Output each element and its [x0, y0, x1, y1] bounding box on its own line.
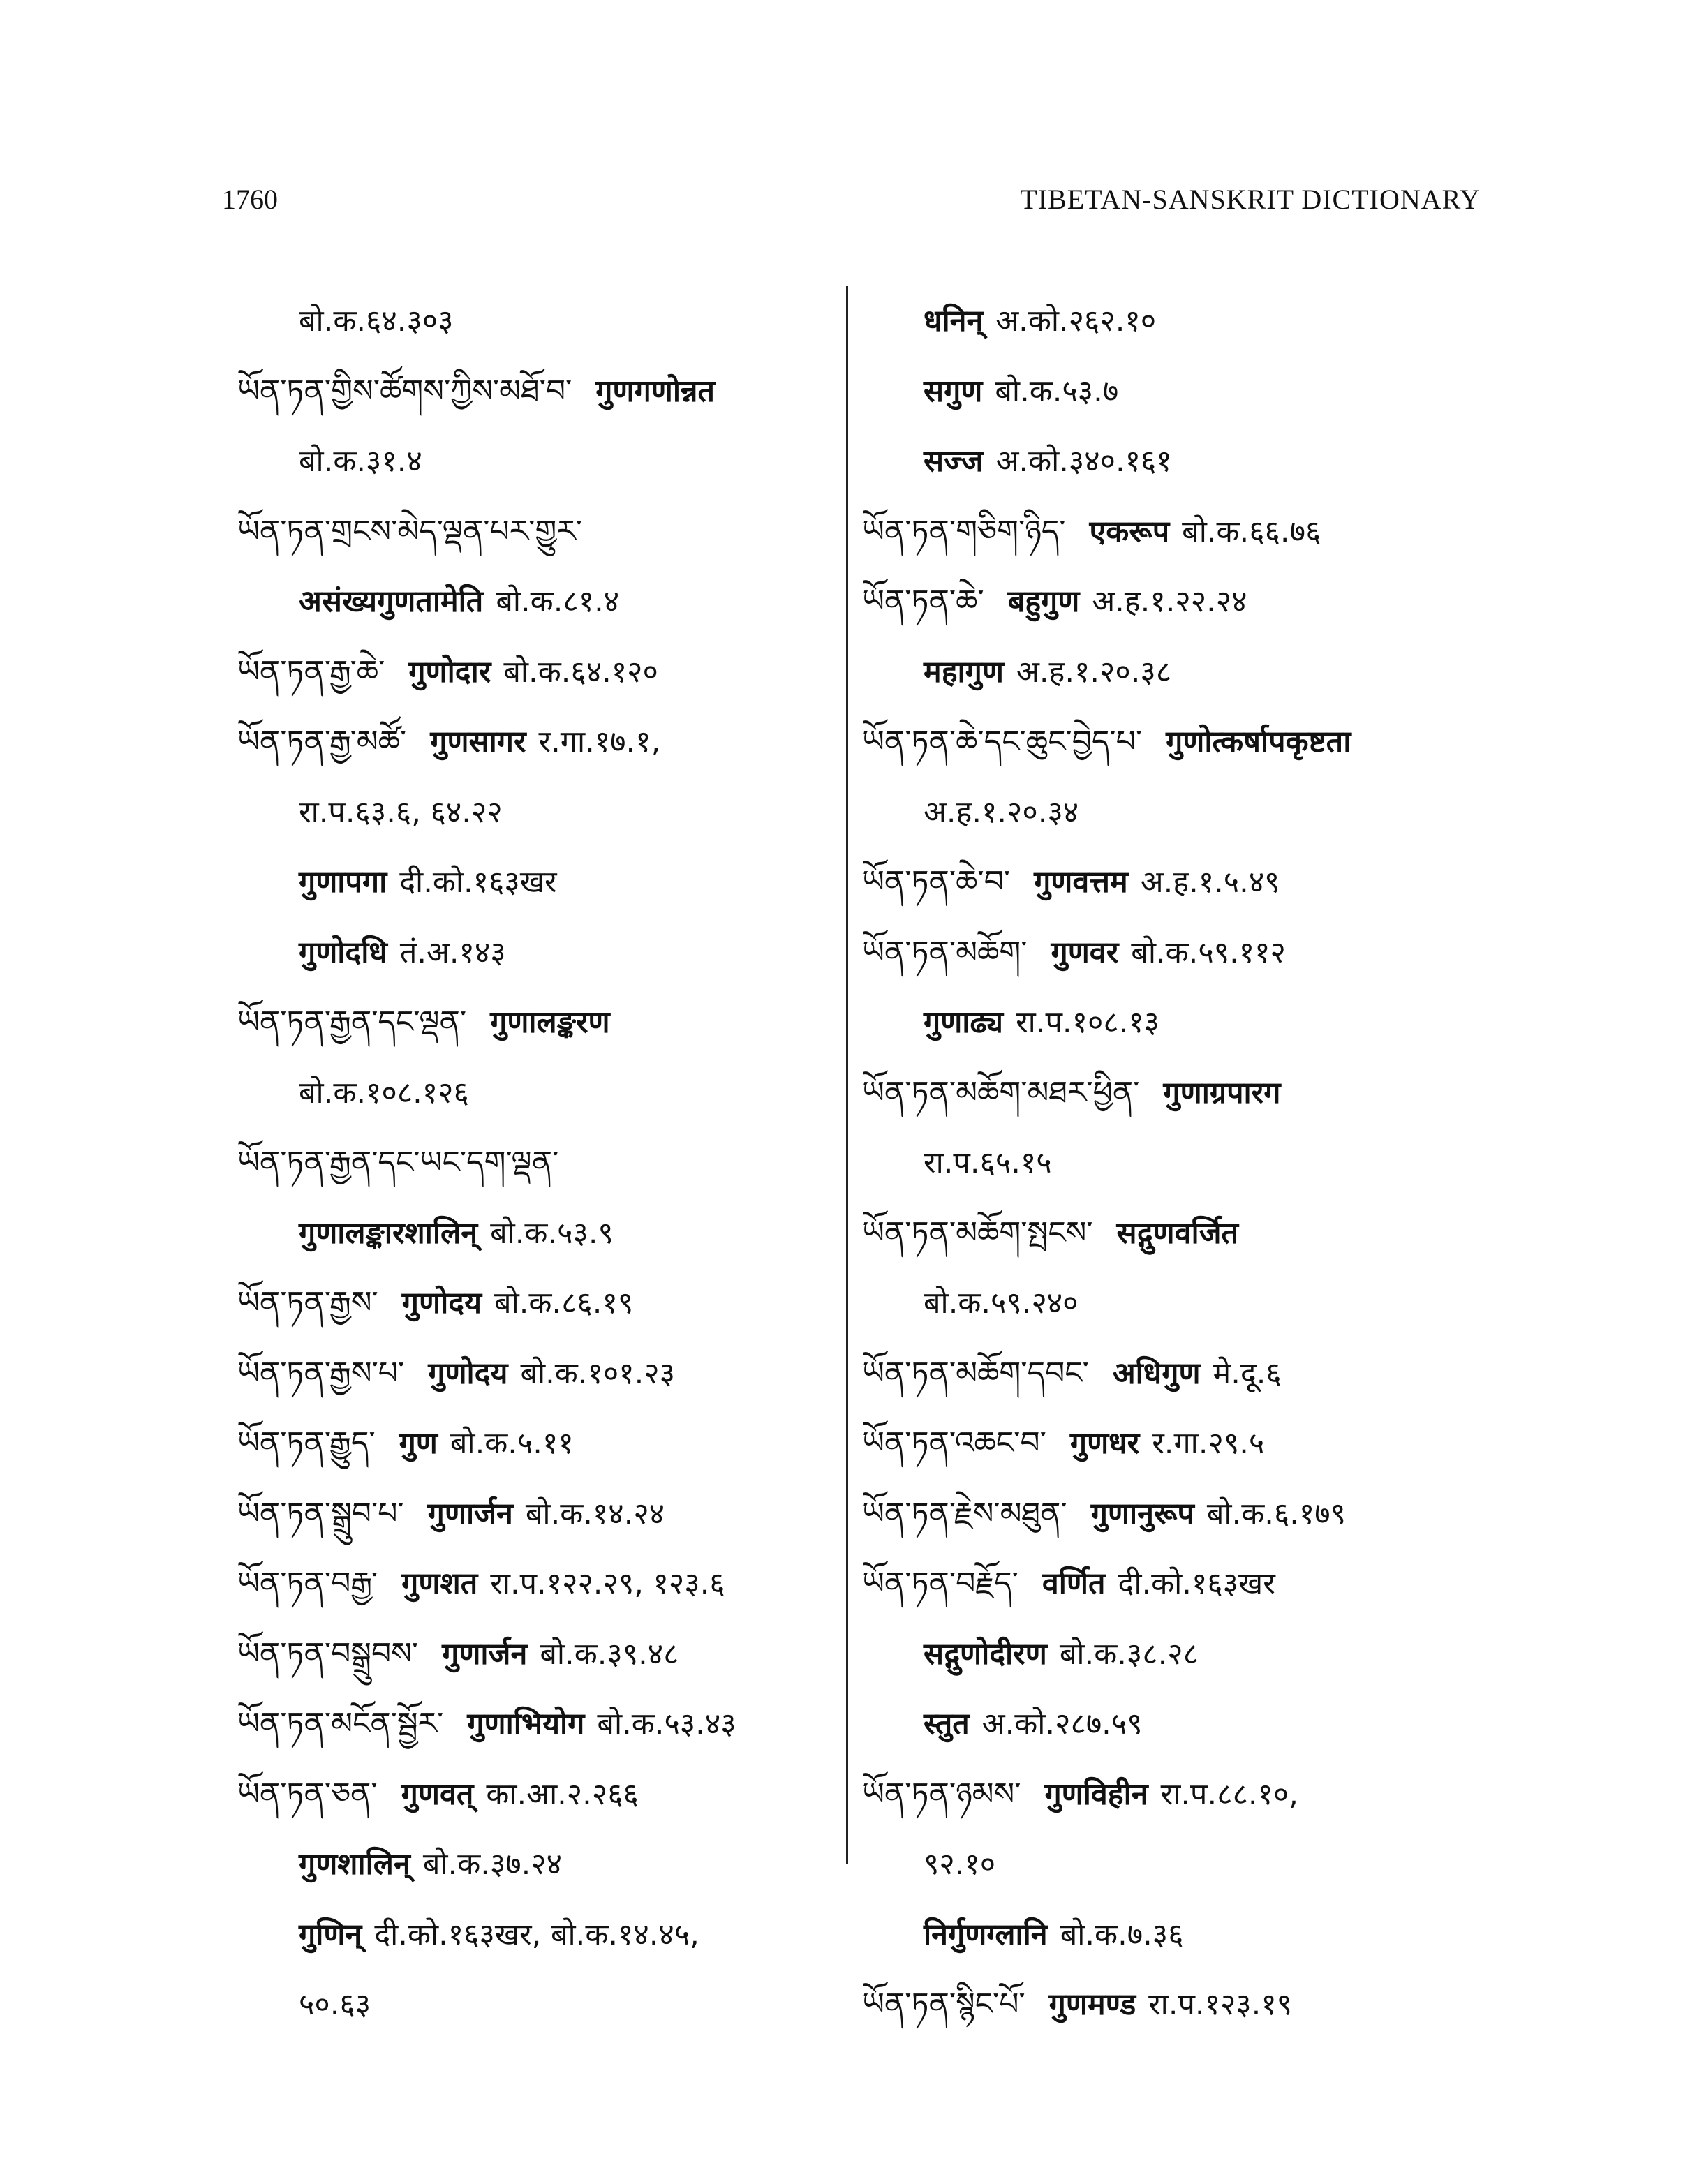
tibetan-headword: ཡོན་ཏན་རྒྱུད་ [237, 1425, 376, 1461]
sanskrit-equivalent: गुणमण्ड [1048, 1987, 1136, 2022]
sanskrit-equivalent: वर्णित [1042, 1566, 1106, 1601]
dictionary-entry [237, 778, 831, 848]
dictionary-entry [237, 988, 831, 1058]
dictionary-entry [237, 847, 831, 918]
dictionary-entry [237, 1339, 831, 1409]
dictionary-entry [862, 426, 1490, 497]
tibetan-headword: ཡོན་ཏན་རྒྱ་མཚོ་ [237, 724, 407, 759]
dictionary-entry [237, 918, 831, 988]
source-reference: दी.को.१६३खर, बो.क.१४.४५, [374, 1917, 699, 1952]
source-reference: र.गा.२९.५ [1152, 1426, 1265, 1461]
sanskrit-equivalent: गुणानुरूप [1090, 1496, 1194, 1531]
tibetan-headword: ཡོན་ཏན་བརྒྱ་ [237, 1566, 378, 1601]
dictionary-entry [237, 497, 831, 567]
source-reference: बो.क.३७.२४ [422, 1847, 563, 1882]
tibetan-headword: ཡོན་ཏན་འཆང་བ་ [862, 1425, 1046, 1461]
dictionary-entry [862, 357, 1490, 427]
dictionary-entry [862, 1409, 1490, 1479]
dictionary-entry [862, 1760, 1490, 1830]
source-reference: बो.क.८६.१९ [494, 1286, 634, 1321]
tibetan-headword: ཡོན་ཏན་རྒྱན་དང་ཡང་དག་ལྡན་ [237, 1145, 559, 1180]
source-reference: बो.क.६.१७९ [1206, 1496, 1347, 1531]
sanskrit-equivalent: गुणोत्कर्षापकृष्टता [1166, 725, 1351, 759]
source-reference: ५०.६३ [299, 1987, 371, 2022]
tibetan-headword: ཡོན་ཏན་ཆེ་དང་ཆུང་བྱེད་པ་ [862, 724, 1143, 759]
dictionary-entry [237, 1058, 831, 1129]
sanskrit-equivalent: गुणोदय [428, 1355, 508, 1391]
source-reference: बो.क.६४.१२० [503, 654, 658, 690]
source-reference: बो.क.५९.११२ [1131, 935, 1286, 970]
sanskrit-equivalent: एकरूप [1089, 514, 1170, 549]
sanskrit-equivalent: बहुगुण [1007, 584, 1080, 619]
source-reference: बो.क.३८.२८ [1059, 1636, 1199, 1672]
source-reference: रा.प.१०८.१३ [1016, 1005, 1160, 1040]
page-number: 1760 [222, 184, 278, 215]
dictionary-entry [862, 1970, 1490, 2040]
dictionary-entry [237, 1409, 831, 1479]
source-reference: अ.को.३४०.१६१ [995, 444, 1172, 479]
source-reference: मे.दू.६ [1213, 1355, 1282, 1391]
dictionary-entry [237, 707, 831, 778]
sanskrit-equivalent: गुणोदार [408, 654, 491, 690]
source-reference: अ.ह.१.२०.३८ [1016, 654, 1172, 690]
source-reference: बो.क.१४.२४ [525, 1496, 665, 1531]
dictionary-entry [237, 1689, 831, 1760]
source-reference: अ.ह.१.५.४९ [1140, 865, 1280, 900]
dictionary-entry [862, 497, 1490, 567]
source-reference: का.आ.२.२६६ [486, 1776, 639, 1812]
dictionary-entry [862, 847, 1490, 918]
tibetan-headword: ཡོན་ཏན་བརྗོད་ [862, 1566, 1018, 1601]
dictionary-entry [862, 567, 1490, 637]
dictionary-entry [862, 1829, 1490, 1900]
dictionary-entry [237, 1479, 831, 1550]
sanskrit-equivalent: गुणशालिन् [299, 1847, 410, 1882]
source-reference: बो.क.१०८.१२६ [299, 1075, 469, 1110]
tibetan-headword: ཡོན་ཏན་མཆོག་དབང་ [862, 1355, 1089, 1391]
tibetan-headword: ཡོན་ཏན་ཅན་ [237, 1776, 378, 1812]
dictionary-entry [237, 1549, 831, 1619]
running-head: TIBETAN-SANSKRIT DICTIONARY [1020, 184, 1481, 215]
tibetan-headword: ཡོན་ཏན་ཆེ་ [862, 584, 984, 619]
tibetan-headword: ཡོན་ཏན་གྱིས་ཚོགས་ཀྱིས་མཐོ་བ་ [237, 373, 572, 409]
source-reference: बो.क.५३.४३ [597, 1707, 736, 1741]
tibetan-headword: ཡོན་ཏན་མཆོག་སྤངས་ [862, 1214, 1093, 1251]
source-reference: दी.को.१६३खर [1118, 1566, 1275, 1601]
source-reference: बो.क.५.११ [450, 1426, 574, 1461]
source-reference: रा.प.१२२.२९, १२३.६ [490, 1566, 725, 1601]
sanskrit-equivalent: गुणशत [401, 1566, 478, 1601]
tibetan-headword: ཡོན་ཏན་སྒྲུབ་པ་ [237, 1495, 404, 1531]
dictionary-entry [862, 1198, 1490, 1269]
tibetan-headword: ཡོན་ཏན་མཆོག་ [862, 934, 1028, 970]
dictionary-entry [237, 567, 831, 637]
source-reference: बो.क.५३.९ [490, 1215, 614, 1251]
tibetan-headword: ཡོན་ཏན་གཅིག་ཉིད་ [862, 513, 1066, 549]
sanskrit-equivalent: गुणगणोन्नत [595, 373, 716, 409]
dictionary-entry [237, 1970, 831, 2040]
dictionary-entry [862, 1619, 1490, 1690]
source-reference: बो.क.१०१.२३ [520, 1355, 675, 1391]
dictionary-entry [237, 1619, 831, 1690]
sanskrit-equivalent: गुणालङ्कारशालिन् [299, 1215, 478, 1251]
sanskrit-equivalent: सगुण [924, 373, 983, 409]
sanskrit-equivalent: गुणविहीन [1044, 1776, 1148, 1812]
dictionary-entry [862, 778, 1490, 848]
source-reference: रा.प.६५.१५ [924, 1145, 1052, 1180]
source-reference: ९२.१० [924, 1847, 996, 1882]
source-reference: बो.क.८१.४ [496, 584, 620, 619]
dictionary-entry [862, 1058, 1490, 1129]
dictionary-entry [237, 286, 831, 357]
dictionary-entry [862, 918, 1490, 988]
dictionary-entry [862, 988, 1490, 1058]
tibetan-headword: ཡོན་ཏན་རྒྱ་ཆེ་ [237, 653, 385, 690]
source-reference: बो.क.६६.७६ [1182, 514, 1321, 549]
tibetan-headword: ཡོན་ཏན་ཉམས་ [862, 1776, 1021, 1812]
source-reference: तं.अ.१४३ [399, 935, 506, 970]
sanskrit-equivalent: गुणार्जन [427, 1496, 513, 1531]
tibetan-headword: ཡོན་ཏན་སྙིང་པོ་ [862, 1986, 1025, 2022]
dictionary-entry [237, 1268, 831, 1339]
sanskrit-equivalent: अधिगुण [1112, 1355, 1201, 1391]
sanskrit-equivalent: गुणिन् [299, 1917, 362, 1952]
dictionary-entry [237, 1128, 831, 1198]
dictionary-entry [862, 1900, 1490, 1970]
source-reference: र.गा.१७.१, [538, 725, 661, 759]
dictionary-entry [862, 1268, 1490, 1339]
sanskrit-equivalent: सद्गुणवर्जित [1116, 1215, 1239, 1251]
sanskrit-equivalent: गुणवत् [401, 1776, 474, 1812]
source-reference: रा.प.१२३.१९ [1148, 1987, 1293, 2022]
dictionary-entry [862, 1128, 1490, 1198]
source-reference: बो.क.३९.४८ [540, 1636, 679, 1672]
source-reference: बो.क.५३.७ [995, 373, 1119, 409]
sanskrit-equivalent: महागुण [924, 654, 1004, 690]
dictionary-entry [237, 357, 831, 427]
sanskrit-equivalent: गुणापगा [299, 865, 387, 900]
source-reference: बो.क.७.३६ [1060, 1917, 1184, 1952]
sanskrit-equivalent: गुणार्जन [442, 1636, 528, 1672]
source-reference: दी.को.१६३खर [399, 865, 557, 900]
source-reference: अ.को.२८७.५९ [981, 1707, 1143, 1741]
tibetan-headword: ཡོན་ཏན་རྗེས་མཐུན་ [862, 1495, 1067, 1531]
source-reference: रा.प.८८.१०, [1160, 1776, 1298, 1812]
dictionary-entry [237, 1760, 831, 1830]
sanskrit-equivalent: सद्गुणोदीरण [924, 1636, 1047, 1672]
source-reference: बो.क.५९.२४० [924, 1286, 1079, 1321]
dictionary-entry [237, 426, 831, 497]
sanskrit-equivalent: निर्गुणग्लानि [924, 1917, 1048, 1952]
sanskrit-equivalent: गुण [399, 1426, 438, 1461]
sanskrit-equivalent: गुणवत्तम [1034, 865, 1128, 900]
sanskrit-equivalent: धनिन् [924, 304, 984, 339]
dictionary-entry [237, 1198, 831, 1269]
sanskrit-equivalent: गुणाढ्य [924, 1005, 1004, 1040]
sanskrit-equivalent: गुणवर [1051, 935, 1119, 970]
dictionary-entry [237, 637, 831, 708]
sanskrit-equivalent: गुणाभियोग [467, 1707, 585, 1741]
source-reference: अ.ह.१.२०.३४ [924, 794, 1079, 830]
dictionary-entry [862, 1689, 1490, 1760]
tibetan-headword: ཡོན་ཏན་བསྒྲུབས་ [237, 1635, 419, 1672]
dictionary-entry [862, 1479, 1490, 1550]
dictionary-entry [862, 1339, 1490, 1409]
sanskrit-equivalent: स्तुत [924, 1707, 970, 1741]
dictionary-entry [237, 1900, 831, 1970]
sanskrit-equivalent: गुणोदधि [299, 935, 387, 970]
sanskrit-equivalent: असंख्यगुणतामेति [299, 584, 484, 619]
source-reference: रा.प.६३.६, ६४.२२ [299, 794, 503, 830]
tibetan-headword: ཡོན་ཏན་རྒྱན་དང་ལྡན་ [237, 1004, 467, 1040]
sanskrit-equivalent: गुणोदय [401, 1286, 482, 1321]
dictionary-entry [862, 286, 1490, 357]
sanskrit-equivalent: गुणाग्रपारग [1163, 1075, 1281, 1110]
tibetan-headword: ཡོན་ཏན་མཆོག་མཐར་ཕྱིན་ [862, 1074, 1140, 1110]
source-reference: अ.ह.१.२२.२४ [1092, 584, 1247, 619]
source-reference: अ.को.२६२.१० [995, 304, 1157, 339]
tibetan-headword: ཡོན་ཏན་ཆེ་བ་ [862, 864, 1011, 900]
sanskrit-equivalent: गुणालङ्करण [490, 1005, 610, 1040]
dictionary-entry [862, 637, 1490, 708]
tibetan-headword: ཡོན་ཏན་གྲངས་མེད་ལྡན་པར་གྱུར་ [237, 513, 583, 549]
dictionary-entry [862, 707, 1490, 778]
left-column [237, 286, 831, 2040]
tibetan-headword: ཡོན་ཏན་རྒྱས་ [237, 1285, 378, 1321]
source-reference: बो.क.३१.४ [299, 444, 422, 479]
source-reference: बो.क.६४.३०३ [299, 304, 454, 339]
sanskrit-equivalent: सज्ज [924, 444, 984, 479]
column-divider [846, 286, 848, 1864]
right-column [862, 286, 1490, 2040]
tibetan-headword: ཡོན་ཏན་མངོན་སྦྱོར་ [237, 1706, 444, 1741]
sanskrit-equivalent: गुणसागर [430, 725, 526, 759]
dictionary-entry [237, 1829, 831, 1900]
dictionary-entry [862, 1549, 1490, 1619]
sanskrit-equivalent: गुणधर [1069, 1426, 1140, 1461]
tibetan-headword: ཡོན་ཏན་རྒྱས་པ་ [237, 1355, 405, 1391]
